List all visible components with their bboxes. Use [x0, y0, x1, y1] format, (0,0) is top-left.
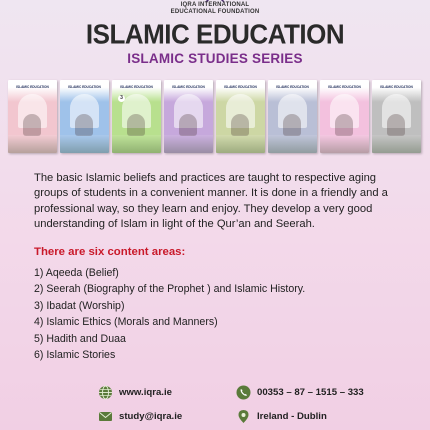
- list-item: 2) Seerah (Biography of the Prophet ) and Islamic History.: [34, 283, 306, 296]
- book-cover-title: ISLAMIC EDUCATION: [16, 85, 49, 89]
- book-cover: [216, 80, 265, 153]
- page-title: ISLAMIC EDUCATION: [85, 17, 345, 51]
- phone-icon: [236, 385, 251, 400]
- book-cover: [8, 80, 57, 153]
- child-illustration: [387, 114, 405, 136]
- website-contact[interactable]: [98, 384, 172, 400]
- ground-illustration: [8, 135, 57, 153]
- ground-illustration: [60, 135, 109, 153]
- email-link[interactable]: study@iqra.ie: [119, 410, 183, 422]
- list-item: 1) Aqeeda (Belief): [34, 267, 119, 279]
- phone-number[interactable]: 00353 – 87 – 1515 – 333: [257, 386, 364, 398]
- list-item: 5) Hadith and Duaa: [34, 332, 126, 345]
- ground-illustration: [112, 135, 161, 153]
- ground-illustration: [164, 135, 213, 153]
- child-illustration: [335, 114, 353, 136]
- book-level-badge: 3: [118, 95, 125, 102]
- location-text: Ireland - Dublin: [257, 410, 327, 422]
- ground-illustration: [320, 135, 369, 153]
- book-cover: [268, 80, 317, 153]
- ground-illustration: [216, 135, 265, 153]
- book-cover-title: ISLAMIC EDUCATION: [120, 85, 153, 89]
- email-contact[interactable]: [98, 408, 182, 424]
- list-item: 4) Islamic Ethics (Morals and Manners): [34, 316, 218, 329]
- child-illustration: [231, 114, 249, 136]
- book-covers: [8, 80, 422, 153]
- list-item: 3) Ibadat (Worship): [34, 299, 125, 312]
- book-cover-title: ISLAMIC EDUCATION: [172, 85, 205, 89]
- list-item: 6) Islamic Stories: [34, 349, 116, 362]
- child-illustration: [127, 114, 145, 136]
- book-cover: [164, 80, 213, 153]
- intro-paragraph: The basic Islamic beliefs and practices are taught to respective aging groups of students in a convenient manner. It is done in a friendly and a professional way, so they learn and enjoy. They develop a very good understanding of Islam in light of the Qur’an and Seerah.: [34, 172, 388, 231]
- page-subtitle: ISLAMIC STUDIES SERIES: [127, 51, 303, 66]
- globe-icon: [98, 385, 113, 400]
- child-illustration: [283, 114, 301, 136]
- book-cover-title: ISLAMIC EDUCATION: [224, 85, 257, 89]
- ground-illustration: [372, 135, 421, 153]
- child-illustration: [179, 114, 197, 136]
- email-icon: [98, 409, 113, 424]
- book-cover-title: ISLAMIC EDUCATION: [380, 85, 413, 89]
- phone-contact[interactable]: [236, 384, 364, 400]
- book-cover: [320, 80, 369, 153]
- contact-info: [0, 382, 430, 430]
- book-cover-title: ISLAMIC EDUCATION: [68, 85, 101, 89]
- book-cover: [60, 80, 109, 153]
- location-pin-icon: [236, 409, 251, 424]
- book-cover-title: ISLAMIC EDUCATION: [328, 85, 361, 89]
- location-contact: [236, 408, 327, 424]
- org-line-2: EDUCATIONAL FOUNDATION: [170, 9, 260, 15]
- header: [0, 0, 430, 70]
- child-illustration: [23, 114, 41, 136]
- ground-illustration: [268, 135, 317, 153]
- org-line-1: IQRA INTERNATIONAL: [180, 2, 250, 8]
- content-areas-heading: There are six content areas:: [34, 246, 186, 258]
- book-cover-title: ISLAMIC EDUCATION: [276, 85, 309, 89]
- book-cover: [372, 80, 421, 153]
- child-illustration: [75, 114, 93, 136]
- website-link[interactable]: www.iqra.ie: [119, 386, 172, 398]
- content-areas-list: [34, 265, 400, 363]
- org-name: [150, 2, 280, 16]
- book-cover: [112, 80, 161, 153]
